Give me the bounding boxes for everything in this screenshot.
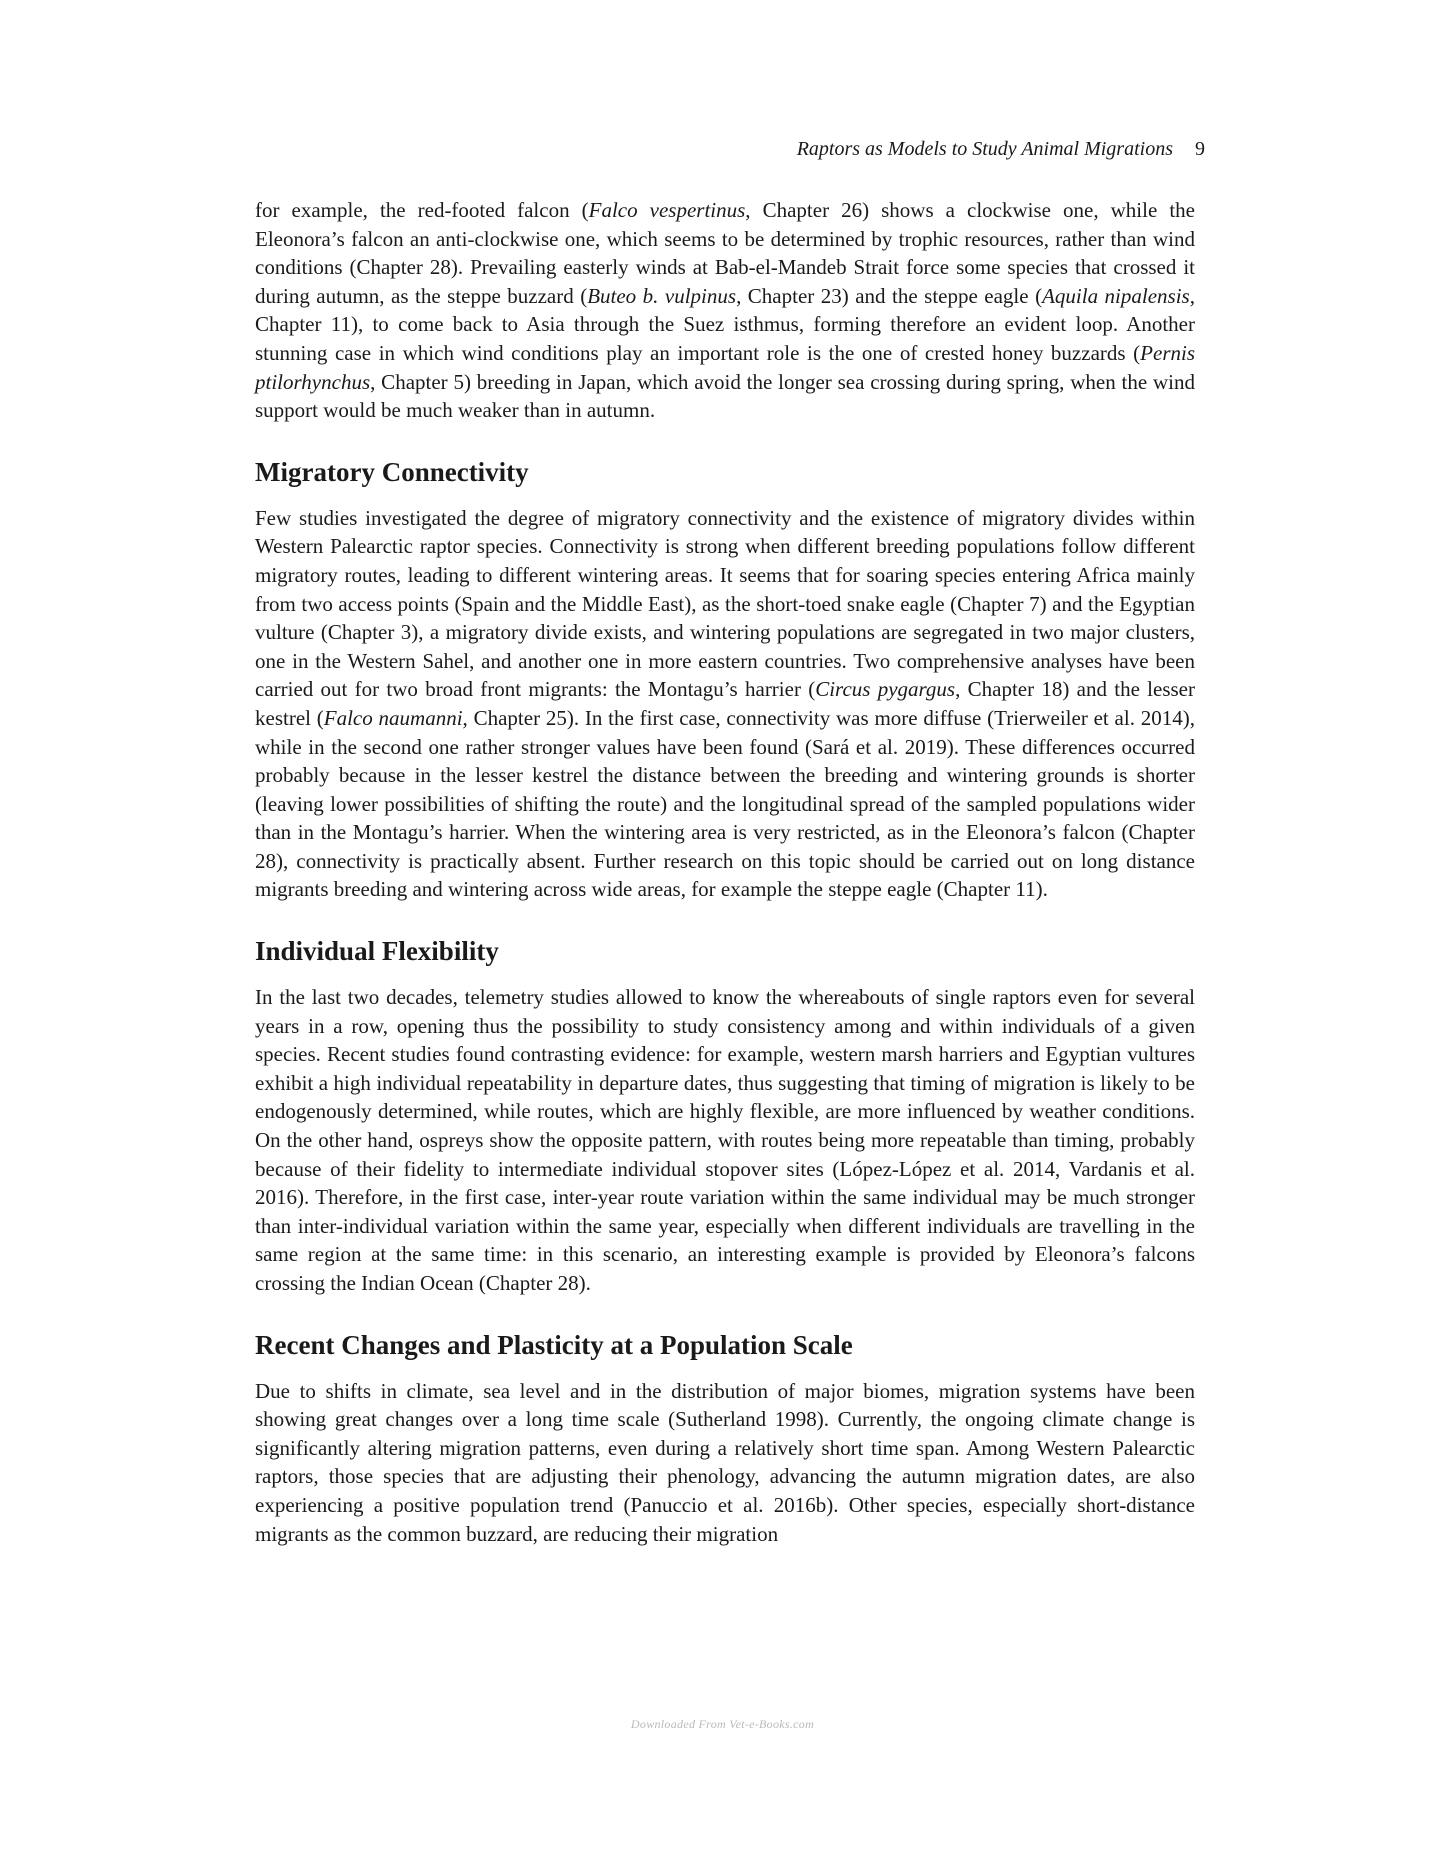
intro-paragraph [255, 196, 1195, 425]
section-paragraph-recent-changes [255, 1377, 1195, 1549]
paragraph-text: , Chapter 11), to come back to Asia through the Suez isthmus, forming therefore an evident loop. Another stunning case in which wind conditions play an important role is the one of crested honey buzzards ( [255, 283, 1195, 365]
paragraph-text: for example, the red-footed falcon ( [255, 198, 589, 222]
paragraph-text: , Chapter 18) and the lesser kestrel ( [255, 677, 1195, 730]
species-name-italic: Pernis ptilorhynchus [255, 340, 1195, 394]
page-number: 9 [1195, 138, 1205, 160]
paragraph-text: , Chapter 23) and the steppe eagle ( [736, 283, 1043, 308]
section-heading-individual-flexibility: Individual Flexibility [255, 936, 499, 967]
download-watermark: Downloaded From Vet-e-Books.com [630, 1717, 815, 1731]
section-heading-recent-changes: Recent Changes and Plasticity at a Population Scale [255, 1329, 853, 1360]
paragraph-text: In the last two decades, telemetry studies allowed to know the whereabouts of single raptors even for several years in a row, opening thus the possibility to study consistency among and within individuals of a given species. Recent studies found contrasting evidence: for example, western marsh harriers and Egyptian vultures exhibit a high individual repeatability in departure dates, thus suggesting that timing of migration is likely to be endogenously determined, while routes, which are highly flexible, are more influenced by weather conditions. On the other hand, ospreys show the opposite pattern, with routes being more repeatable than timing, probably because of their fidelity to intermediate individual stopover sites (López-López et al. 2014, Vardanis et al. 2016). Therefore, in the first case, inter-year route variation within the same individual may be much stronger than inter-individual variation within the same year, especially when different individuals are travelling in the same region at the same time: in this scenario, an interesting example is provided by Eleonora’s falcons crossing the Indian Ocean (Chapter 28). [255, 985, 1195, 1295]
species-name-italic: Buteo b. vulpinus [587, 283, 737, 308]
species-name-italic: Falco vespertinus [588, 198, 746, 222]
section-heading-migratory-connectivity: Migratory Connectivity [255, 456, 529, 487]
running-title: Raptors as Models to Study Animal Migrations [796, 138, 1173, 160]
section-paragraph-migratory-connectivity [255, 504, 1195, 904]
paragraph-text: , Chapter 25). In the first case, connectivity was more diffuse (Trierweiler et al. 2014), while in the second one rather stronger values have been found (Sará et al. 2019). These differences occurred probably because in the lesser kestrel the distance between the breeding and wintering grounds is shorter (leaving lower possibilities of shifting the route) and the longitudinal spread of the sampled populations wider than in the Montagu’s harrier. When the wintering area is very restricted, as in the Eleonora’s falcon (Chapter 28), connectivity is practically absent. Further research on this topic should be carried out on long distance migrants breeding and wintering across wide areas, for example the steppe eagle (Chapter 11). [255, 705, 1195, 902]
running-head [255, 138, 1205, 161]
paragraph-text: Few studies investigated the degree of migratory connectivity and the existence of migratory divides within Western Palearctic raptor species. Connectivity is strong when different breeding populations follow different migratory routes, leading to different wintering areas. It seems that for soaring species entering Africa mainly from two access points (Spain and the Middle East), as the short-toed snake eagle (Chapter 7) and the Egyptian vulture (Chapter 3), a migratory divide exists, and wintering populations are segregated in two major clusters, one in the Western Sahel, and another one in more eastern countries. Two comprehensive analyses have been carried out for two broad front migrants: the Montagu’s harrier ( [255, 505, 1195, 702]
species-name-italic: Aquila nipalensis [1042, 283, 1190, 308]
page-body [255, 196, 1195, 1548]
paragraph-text: , Chapter 26) shows a clockwise one, while the Eleonora’s falcon an anti-clockwise one, which seems to be determined by trophic resources, rather than wind conditions (Chapter 28). Prevailing easterly winds at Bab-el-Mandeb Strait force some species that crossed it during autumn, as the steppe buzzard ( [255, 198, 1195, 308]
species-name-italic: Falco naumanni [323, 705, 463, 730]
paragraph-text: Due to shifts in climate, sea level and in the distribution of major biomes, migration systems have been showing great changes over a long time scale (Sutherland 1998). Currently, the ongoing climate change is significantly altering migration patterns, even during a relatively short time span. Among Western Palearctic raptors, those species that are adjusting their phenology, advancing the autumn migration dates, are also experiencing a positive population trend (Panuccio et al. 2016b). Other species, especially short-distance migrants as the common buzzard, are reducing their migration [255, 1378, 1195, 1546]
section-paragraph-individual-flexibility [255, 983, 1195, 1298]
species-name-italic: Circus pygargus [815, 677, 956, 702]
paragraph-text: , Chapter 5) breeding in Japan, which avoid the longer sea crossing during spring, when the wind support would be much weaker than in autumn. [255, 369, 1195, 423]
